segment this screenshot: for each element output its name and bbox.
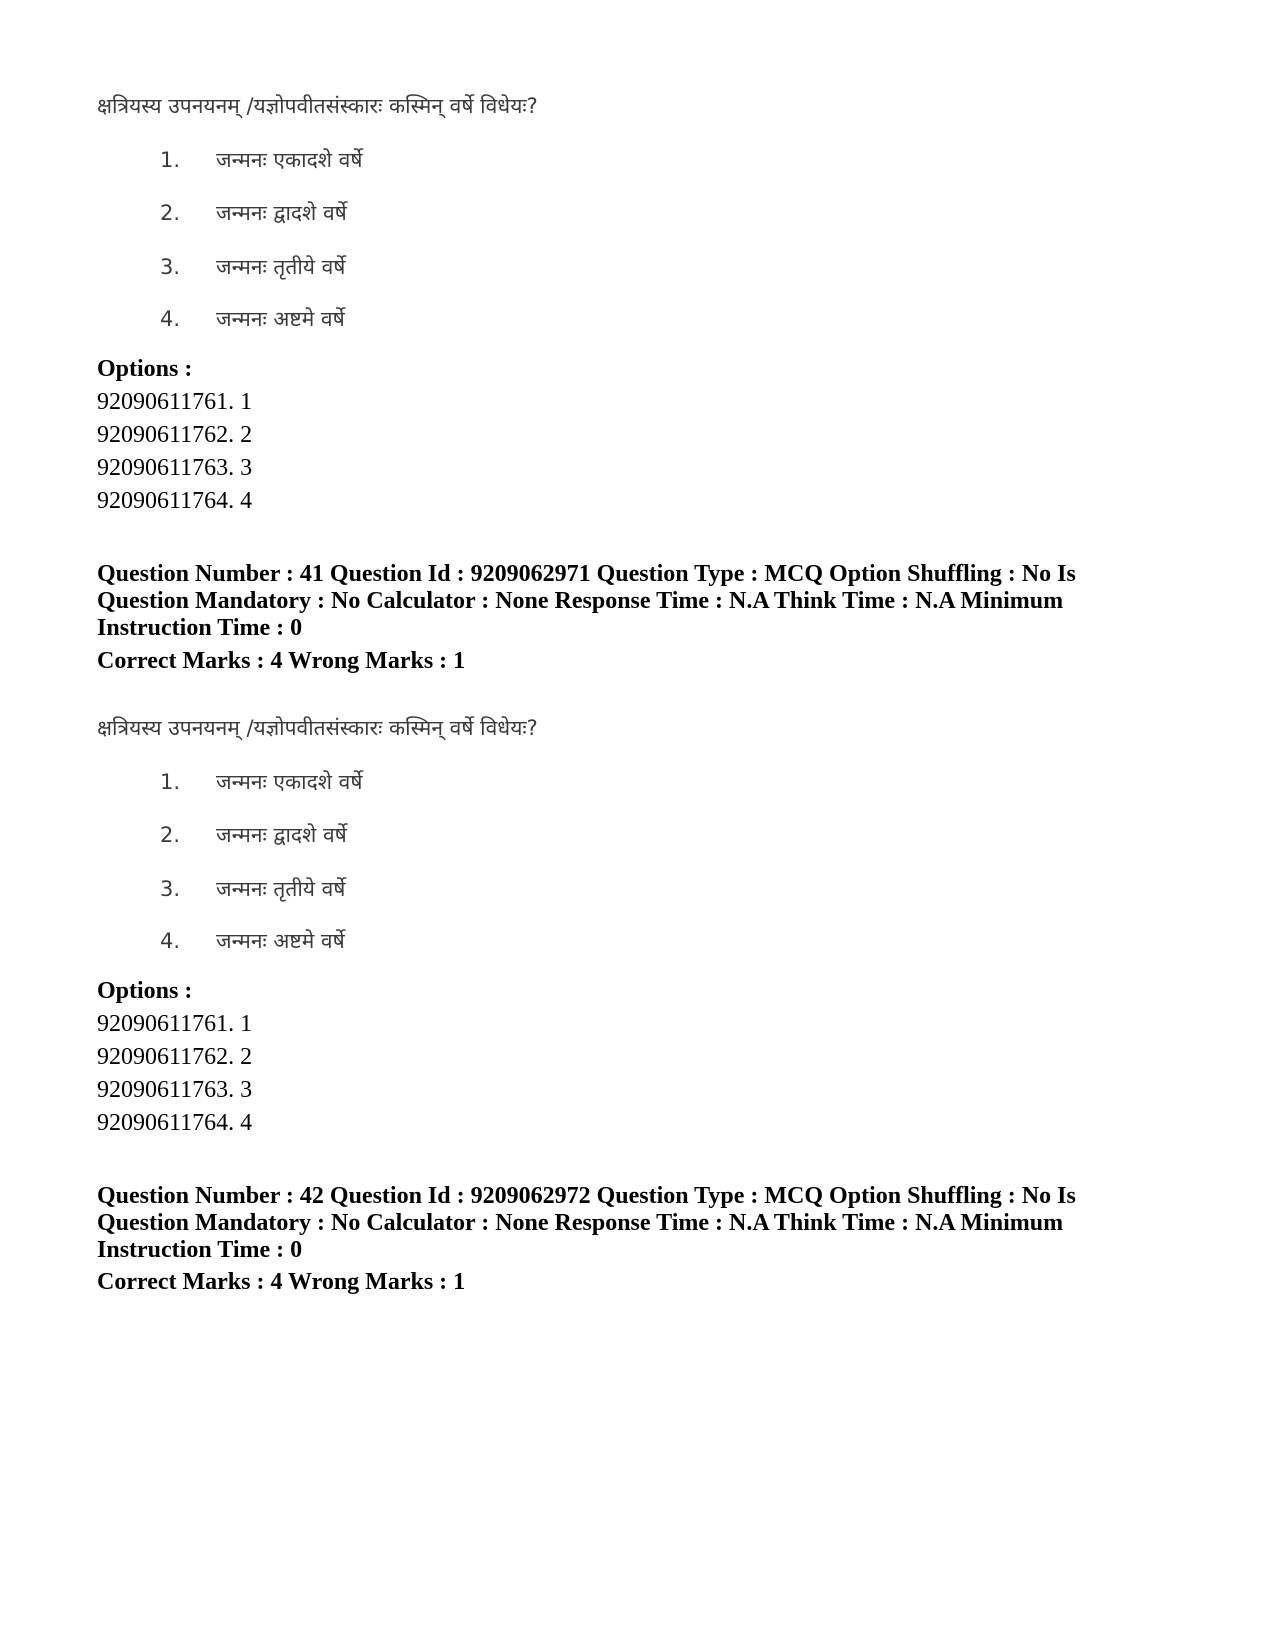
option-line: 92090611762. 2 — [97, 422, 253, 448]
options-heading: Options : — [97, 978, 193, 1004]
choice-text: जन्मनः एकादशे वर्षे — [216, 148, 363, 172]
question-meta: Question Number : 41 Question Id : 9209062971 Question Type : MCQ Option Shuffling : No Is Question Mandatory : No Calculator : None Response Time : N.A Think Time : N.A Minimum Instruction Time : 0 — [97, 561, 1076, 641]
choice-item — [160, 768, 363, 796]
choice-number: 4. — [160, 307, 181, 331]
choice-text: जन्मनः एकादशे वर्षे — [216, 770, 363, 794]
choice-text: जन्मनः द्वादशे वर्षे — [216, 823, 347, 847]
choice-number: 1. — [160, 770, 181, 794]
choice-item — [160, 253, 345, 281]
choice-number: 4. — [160, 929, 181, 953]
choice-item — [160, 305, 345, 333]
choice-number: 3. — [160, 255, 181, 279]
option-line: 92090611761. 1 — [97, 1011, 253, 1037]
choice-text: जन्मनः तृतीये वर्षे — [216, 255, 346, 279]
choice-number: 1. — [160, 148, 181, 172]
option-line: 92090611763. 3 — [97, 455, 253, 481]
option-line: 92090611762. 2 — [97, 1044, 253, 1070]
option-line: 92090611763. 3 — [97, 1077, 253, 1103]
choice-item — [160, 875, 345, 903]
choice-text: जन्मनः तृतीये वर्षे — [216, 877, 346, 901]
choice-text: जन्मनः अष्टमे वर्षे — [216, 307, 345, 331]
choice-item — [160, 821, 347, 849]
choice-number: 3. — [160, 877, 181, 901]
choice-item — [160, 199, 347, 227]
option-line: 92090611764. 4 — [97, 488, 253, 514]
question-text: क्षत्रियस्य उपनयनम् /यज्ञोपवीतसंस्कारः कस्मिन् वर्षे विधेयः? — [97, 716, 538, 740]
choice-item — [160, 927, 345, 955]
option-line: 92090611764. 4 — [97, 1110, 253, 1136]
choice-text: जन्मनः द्वादशे वर्षे — [216, 201, 347, 225]
option-line: 92090611761. 1 — [97, 389, 253, 415]
choice-item — [160, 146, 363, 174]
choice-number: 2. — [160, 201, 181, 225]
choice-number: 2. — [160, 823, 181, 847]
marks-line: Correct Marks : 4 Wrong Marks : 1 — [97, 648, 466, 674]
question-text: क्षत्रियस्य उपनयनम् /यज्ञोपवीतसंस्कारः कस्मिन् वर्षे विधेयः? — [97, 94, 538, 118]
question-meta: Question Number : 42 Question Id : 9209062972 Question Type : MCQ Option Shuffling : No Is Question Mandatory : No Calculator : None Response Time : N.A Think Time : N.A Minimum Instruction Time : 0 — [97, 1183, 1076, 1263]
marks-line: Correct Marks : 4 Wrong Marks : 1 — [97, 1269, 466, 1295]
options-heading: Options : — [97, 356, 193, 382]
choice-text: जन्मनः अष्टमे वर्षे — [216, 929, 345, 953]
